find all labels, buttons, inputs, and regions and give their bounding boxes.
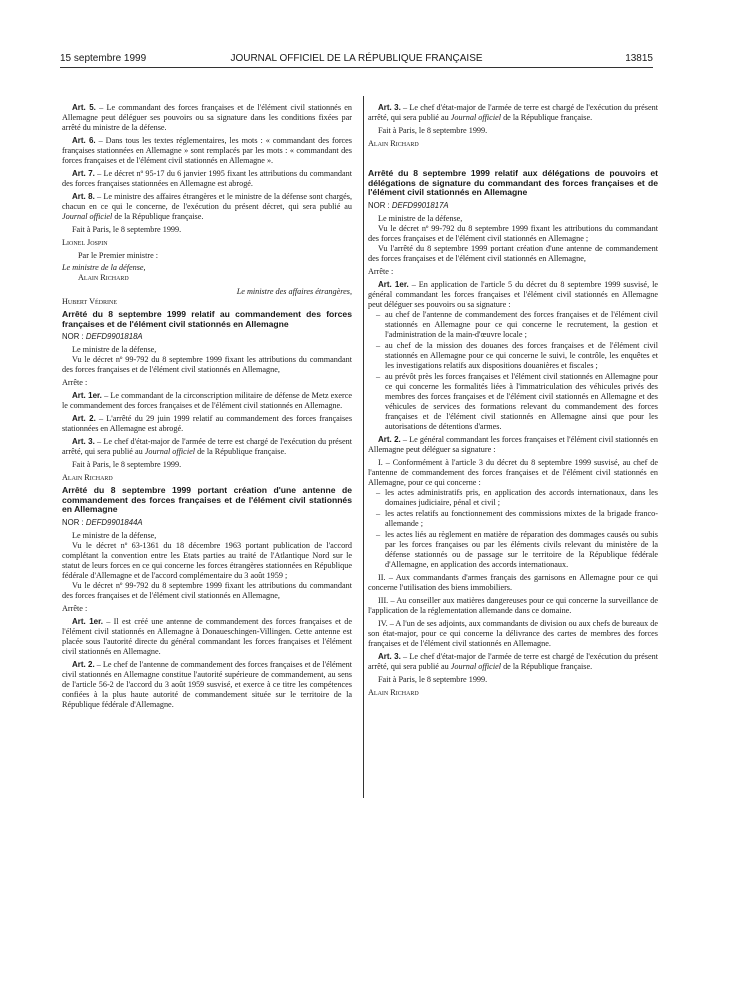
nor-reference: NOR : DEFD9901844A (62, 517, 143, 527)
left-column (62, 103, 352, 713)
nor-reference: NOR : DEFD9901817A (368, 200, 449, 210)
vu-clause: Vu le décret nº 63-1361 du 18 décembre 1963 portant publication de l'accord complétant la convention entre les Etats parties au traité de l'Atlantique Nord sur le statut de leurs forces en ce qui concerne les forces étrangères stationnées en République fédérale d'Allemagne et de l'accord complémentaire du 3 août 1959 ; (62, 540, 352, 580)
article-2: Art. 2. – Le général commandant les forces françaises et l'élément civil stationnés en Allemagne peut déléguer sa signature : (368, 434, 658, 454)
arrete-heading: Arrête : (368, 266, 394, 276)
list-item: – au chef de l'antenne de commandement des forces françaises et de l'élément civil stationnés en Allemagne pour ce qui concerne le recrutement, la gestion et l'administration de la main-d'œuvre locale ; (378, 310, 658, 340)
decree-title-antenne: Arrêté du 8 septembre 1999 portant création d'une antenne de commandement des forces françaises et de l'élément civil stationnés en Allemagne (62, 485, 352, 515)
page-header (60, 53, 653, 67)
article-1: Art. 1er. – En application de l'article 5 du décret du 8 septembre 1999 susvisé, le général commandant les forces françaises et l'élément civil stationnés en Allemagne peut déléguer ses pouvoirs ou sa signature : (368, 279, 658, 309)
vu-clause: Vu le décret nº 99-792 du 8 septembre 1999 fixant les attributions du commandant des forces françaises et de l'élément civil stationnés en Allemagne, (62, 580, 352, 600)
minister-line: Le ministre de la défense, (378, 213, 463, 223)
header-date: 15 septembre 1999 (60, 53, 147, 64)
signature-date: Fait à Paris, le 8 septembre 1999. (72, 460, 182, 470)
article-7: Art. 7. – Le décret nº 95-17 du 6 janvier 1995 fixant les attributions du commandant des forces françaises stationnées en Allemagne est abrogé. (62, 169, 353, 188)
decree-title-delegations: Arrêté du 8 septembre 1999 relatif aux délégations de pouvoirs et délégations de signature du commandant des forces françaises et de l'élément civil stationnés en Allemagne (368, 168, 658, 198)
signature-date: Fait à Paris, le 8 septembre 1999. (378, 126, 488, 135)
vu-clause: Vu le décret nº 99-792 du 8 septembre 1999 fixant les attributions du commandant des forces françaises et de l'élément civil stationnés en Allemagne, (62, 355, 352, 375)
vu-clause: Vu le décret nº 99-792 du 8 septembre 1999 fixant les attributions du commandant des forces françaises et de l'élément civil stationnés en Allemagne ; (368, 223, 658, 243)
vu-clause: Vu l'arrêté du 8 septembre 1999 portant création d'une antenne de commandement des forces françaises et de l'élément civil stationnés en Allemagne, (368, 243, 658, 263)
article-8: Art. 8. – Le ministre des affaires étrangères et le ministre de la défense sont chargés, chacun en ce qui le concerne, de l'exécution du présent décret, qui sera publié au Journal officiel de la République française. (62, 192, 352, 221)
article-1: Art. 1er. – Le commandant de la circonscription militaire de défense de Metz exerce le commandement des forces françaises et de l'élément civil stationnés en Allemagne. (62, 391, 353, 411)
article-1: Art. 1er. – Il est créé une antenne de commandement des forces françaises et de l'élément civil stationnés en Allemagne à Donaueschingen-Villingen. Cette antenne est placée sous l'autorité directe du général commandant les forces françaises et l'élément civil stationnés en Allemagne. (62, 616, 352, 656)
delegation-list (368, 310, 658, 432)
header-page-number: 13815 (625, 53, 653, 64)
minister-line: Le ministre de la défense, (72, 530, 157, 540)
signatory-prime-minister: Lionel Jospin (62, 238, 108, 247)
nor-reference: NOR : DEFD9901818A (62, 332, 143, 342)
list-item: – les actes relatifs au fonctionnement des commissions mixtes de la brigade franco-allemande ; (378, 509, 658, 529)
signatory-name: Alain Richard (368, 139, 419, 148)
article-3: Art. 3. – Le chef d'état-major de l'armée de terre est chargé de l'exécution du présent arrêté, qui sera publié au Journal officiel de la République française. (62, 437, 353, 457)
signatory-name: Alain Richard (62, 473, 113, 483)
decree-title-commandement: Arrêté du 8 septembre 1999 relatif au commandement des forces françaises et de l'élément civil stationnés en Allemagne (62, 309, 352, 329)
list-item: – au prévôt près les forces françaises et l'élément civil stationnés en Allemagne pour ce qui concerne les formalités liées à l'immatriculation des véhicules privés des membres des forces françaises et de l'élément civil stationnés en Allemagne et des véhicules de services des formations relevant du commandement des forces françaises et de l'élément civil stationnés en Allemagne ainsi que pour les autorisations de détentions d'armes. (378, 372, 658, 432)
signature-date: Fait à Paris, le 8 septembre 1999. (378, 674, 488, 684)
list-item: – au chef de la mission des douanes des forces françaises et de l'élément civil stationnés en Allemagne pour ce qui concerne le suivi, le contrôle, les enquêtes et les investigations relatifs aux dispositions douanières et fiscales ; (378, 341, 658, 371)
list-item: – les actes administratifs pris, en application des accords internationaux, dans les domaines judiciaire, pénal et civil ; (378, 488, 658, 508)
article-3: Art. 3. – Le chef d'état-major de l'armée de terre est chargé de l'exécution du présent arrêté, qui sera publié au Journal officiel de la République française. (368, 103, 659, 122)
paragraph-iv: IV. – A l'un de ses adjoints, aux commandants de division ou aux chefs de bureaux de son état-major, pour ce qui concerne la délivrance des cartes de membres des forces françaises et de l'élément civil stationnés en Allemagne. (368, 618, 658, 648)
minister-foreign-affairs-name: Hubert Védrine (62, 297, 118, 306)
arrete-heading: Arrête : (62, 378, 88, 388)
minister-defense-name: Alain Richard (78, 273, 129, 282)
article-2: Art. 2. – L'arrêté du 29 juin 1999 relatif au commandement des forces françaises stationnées en Allemagne est abrogé. (62, 414, 353, 434)
acts-list (368, 488, 658, 570)
minister-defense-title: Le ministre de la défense, (62, 263, 146, 272)
by-prime-minister: Par le Premier ministre : (78, 251, 159, 260)
article-5: Art. 5. – Le commandant des forces françaises et de l'élément civil stationnés en Allemagne peut déléguer ses pouvoirs ou sa signature dans les conditions fixées par arrêté du ministre de la défense. (62, 103, 352, 132)
paragraph-iii: III. – Au conseiller aux matières dangereuses pour ce qui concerne la surveillance de l'application de la réglementation allemande dans ce domaine. (368, 595, 658, 615)
list-item: – les actes liés au règlement en matière de réparation des dommages causés ou subis par les forces françaises ou par les éléments civils relevant du ministère de la défense stationnés ou de passage sur le territoire de la République fédérale d'Allemagne, en application des accords internationaux. (378, 530, 658, 570)
signatory-name: Alain Richard (368, 687, 419, 697)
paragraph-ii: II. – Aux commandants d'armes français des garnisons en Allemagne pour ce qui concerne l'utilisation des biens immobiliers. (368, 572, 658, 592)
minister-line: Le ministre de la défense, (72, 345, 157, 355)
header-journal-title: JOURNAL OFFICIEL DE LA RÉPUBLIQUE FRANÇAISE (230, 53, 483, 64)
article-6: Art. 6. – Dans tous les textes réglementaires, les mots : « commandant des forces françaises stationnées en Allemagne » sont remplacés par les mots : « commandant des forces françaises et de l'élément civil stationnés en Allemagne ». (62, 136, 352, 165)
column-divider (363, 96, 364, 798)
article-3: Art. 3. – Le chef d'état-major de l'armée de terre est chargé de l'exécution du présent arrêté, qui sera publié au Journal officiel de la République française. (368, 651, 659, 671)
paragraph-i: I. – Conformément à l'article 3 du décret du 8 septembre 1999 susvisé, au chef de l'antenne de commandement des forces françaises et de l'élément civil stationnés en Allemagne, pour ce qui concerne : (368, 457, 658, 487)
header-rule (60, 67, 653, 68)
right-column (368, 103, 658, 701)
arrete-heading: Arrête : (62, 603, 88, 613)
article-2: Art. 2. – Le chef de l'antenne de commandement des forces françaises et de l'élément civil stationnés en Allemagne constitue l'autorité supérieure de commandement, au sens de l'article 56-2 de l'accord du 3 août 1959 susvisé, et exerce à ce titre les compétences confiées à la plus haute autorité de commandement située sur le territoire de la République fédérale d'Allemagne. (62, 659, 352, 709)
minister-foreign-affairs-title: Le ministre des affaires étrangères, (236, 287, 352, 296)
signature-date: Fait à Paris, le 8 septembre 1999. (72, 225, 182, 234)
